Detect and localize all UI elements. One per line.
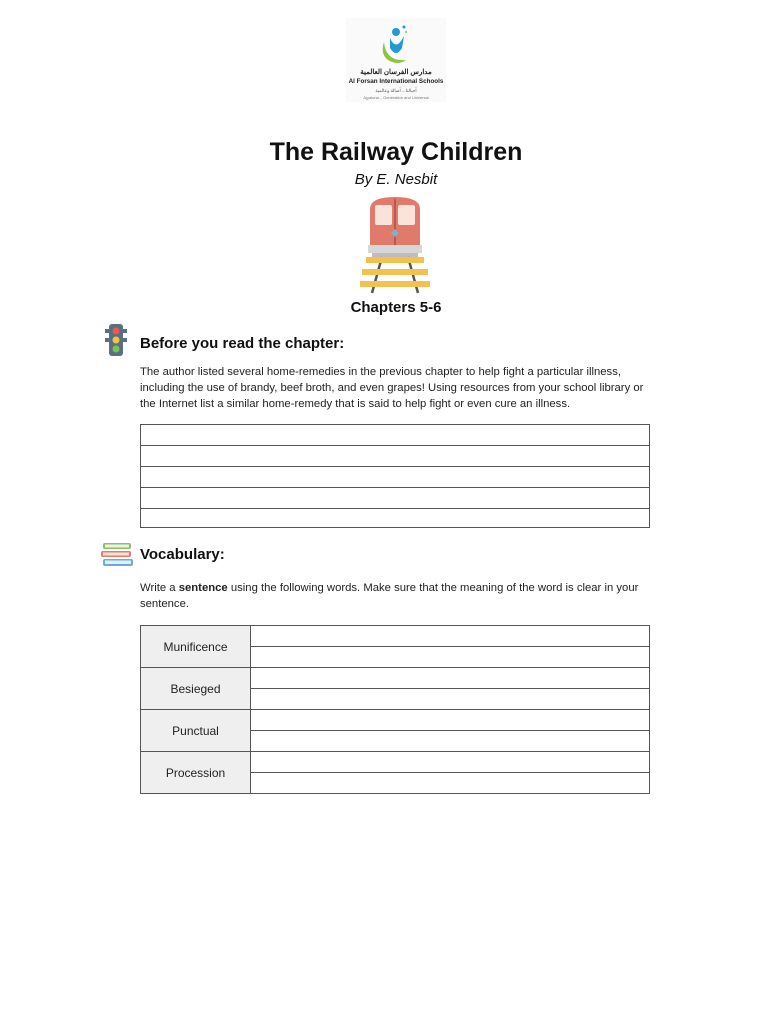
- train-on-track-icon: [358, 193, 432, 297]
- vocabulary-row: [141, 752, 649, 793]
- vocabulary-word: Besieged: [141, 668, 251, 710]
- logo-tagline-ar: أجيالنا... أصالة وعالمية: [375, 88, 417, 93]
- answer-line: [141, 508, 649, 509]
- sentence-line: [251, 772, 649, 773]
- chapters-label: Chapters 5-6: [350, 299, 442, 316]
- school-logo-icon: [346, 22, 446, 66]
- author-line: By E. Nesbit: [354, 171, 438, 188]
- sentence-emphasis: sentence: [178, 582, 228, 594]
- sentence-line: [251, 688, 649, 689]
- sentence-line: [251, 730, 649, 731]
- vocabulary-table: [140, 625, 650, 794]
- vocabulary-row: [141, 668, 649, 710]
- vocabulary-word: Punctual: [141, 710, 251, 752]
- books-stack-icon: [100, 541, 134, 569]
- traffic-light-icon: [104, 323, 128, 359]
- answer-line: [141, 466, 649, 467]
- vocabulary-word: Procession: [141, 752, 251, 793]
- vocabulary-row: [141, 626, 649, 668]
- answer-line: [141, 445, 649, 446]
- logo-school-name: Al Forsan International Schools: [348, 78, 444, 85]
- vocabulary-word: Munificence: [141, 626, 251, 668]
- logo-tagline-en: Ajyaluna... Generation and Universal: [363, 95, 429, 100]
- vocabulary-heading: Vocabulary:: [140, 546, 225, 563]
- before-reading-heading: Before you read the chapter:: [140, 335, 345, 352]
- vocabulary-row: [141, 710, 649, 752]
- logo-arabic-name: مدارس الفرسان العالمية: [360, 69, 432, 76]
- school-logo: [346, 18, 446, 102]
- sentence-line: [251, 646, 649, 647]
- vocabulary-instruction: Write a sentence using the following words. Make sure that the meaning of the word is clear in your sentence.: [140, 582, 639, 610]
- page-title: The Railway Children: [269, 138, 523, 166]
- answer-lines-box[interactable]: [140, 424, 650, 528]
- answer-line: [141, 487, 649, 488]
- before-reading-prompt: The author listed several home-remedies in the previous chapter to help fight a particular illness, including the use of brandy, beef broth, and even grapes! Using resources from your school library or the Internet list a similar home-remedy that is said to help fight or even cure an illness.: [140, 366, 644, 410]
